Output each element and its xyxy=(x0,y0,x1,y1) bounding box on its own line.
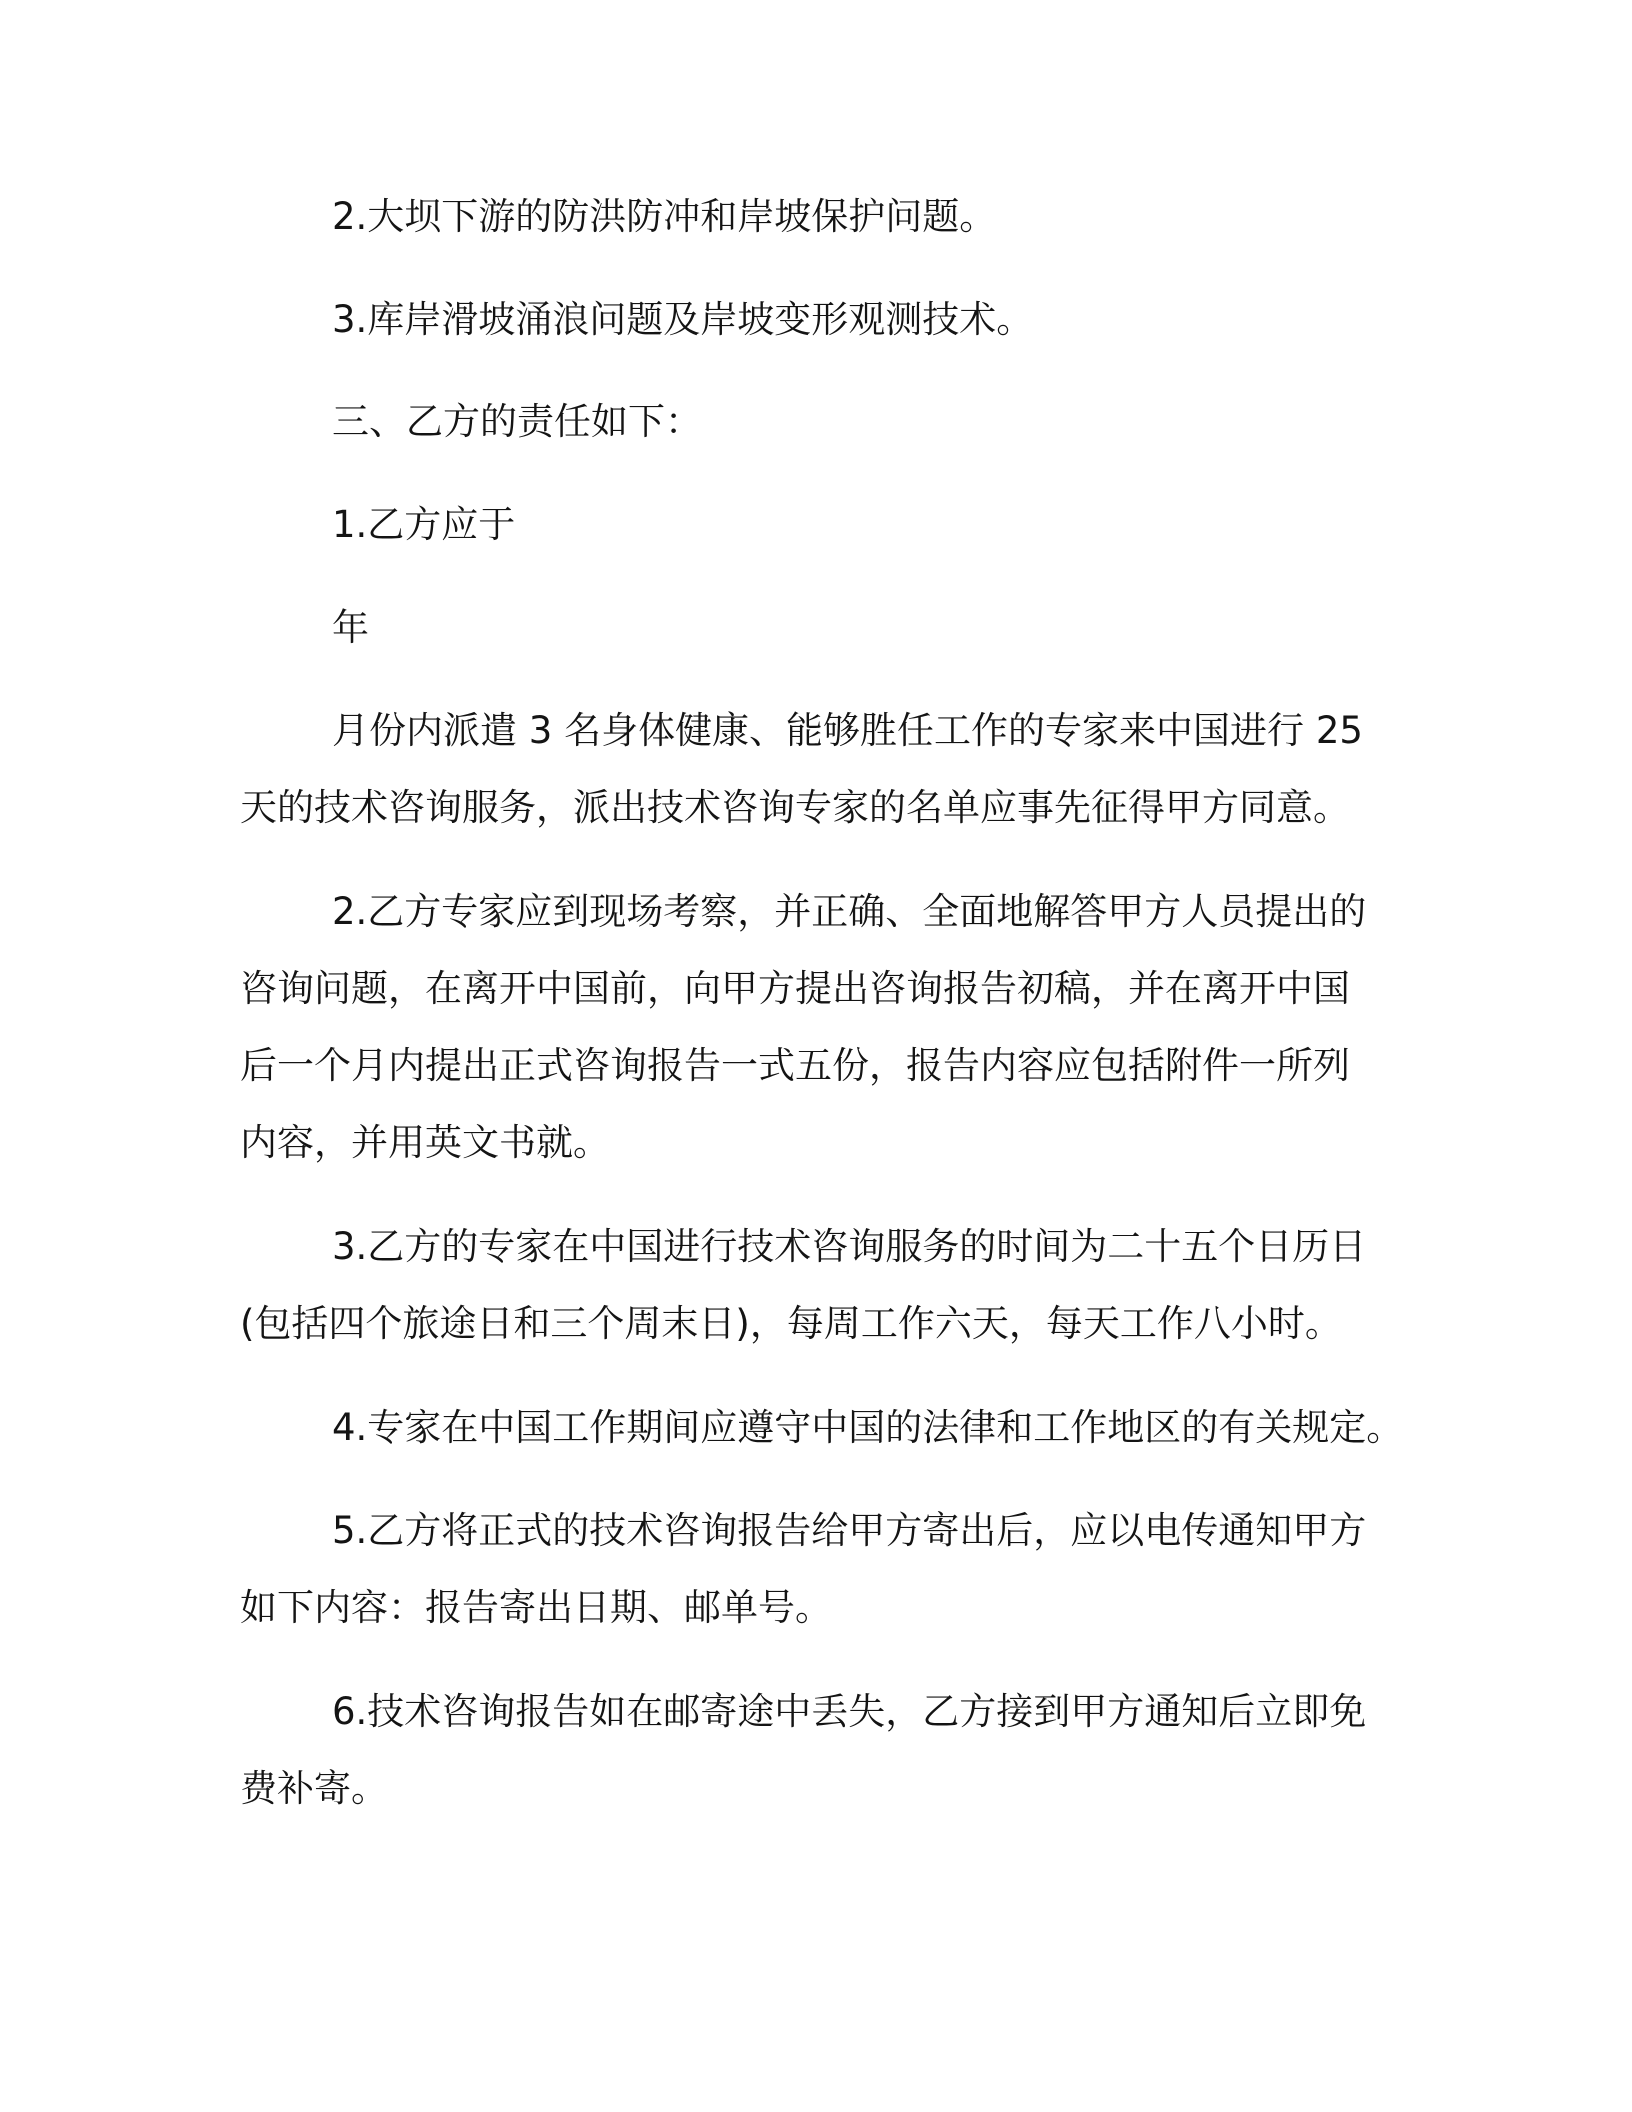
text-line: 内容，并用英文书就。 xyxy=(240,1121,610,1164)
paragraph-item-3 xyxy=(240,281,1400,358)
text-line: 年 xyxy=(332,606,369,649)
paragraph-item-2-responsibility xyxy=(240,873,1400,1181)
text-line: 5.乙方将正式的技术咨询报告给甲方寄出后，应以电传通知甲方 xyxy=(332,1509,1367,1552)
text-line: 2.乙方专家应到现场考察，并正确、全面地解答甲方人员提出的 xyxy=(332,890,1367,933)
text-line: 1.乙方应于 xyxy=(332,503,516,546)
text-line: 后一个月内提出正式咨询报告一式五份，报告内容应包括附件一所列 xyxy=(240,1044,1350,1087)
text-line: 天的技术咨询服务，派出技术咨询专家的名单应事先征得甲方同意。 xyxy=(240,786,1350,829)
text-line: 2.大坝下游的防洪防冲和岸坡保护问题。 xyxy=(332,195,997,238)
text-line: 4.专家在中国工作期间应遵守中国的法律和工作地区的有关规定。 xyxy=(332,1406,1404,1449)
section-heading-3 xyxy=(240,383,1400,460)
text-line: 三、乙方的责任如下： xyxy=(332,400,702,443)
text-line: 月份内派遣 3 名身体健康、能够胜任工作的专家来中国进行 25 xyxy=(332,709,1363,752)
text-line: 6.技术咨询报告如在邮寄途中丢失，乙方接到甲方通知后立即免 xyxy=(332,1690,1367,1733)
paragraph-year-fragment xyxy=(240,589,1400,666)
paragraph-item-5-telex xyxy=(240,1492,1400,1646)
text-line: 咨询问题，在离开中国前，向甲方提出咨询报告初稿，并在离开中国 xyxy=(240,967,1350,1010)
paragraph-item-6-lost-report xyxy=(240,1673,1400,1827)
paragraph-item-3-schedule xyxy=(240,1208,1400,1362)
text-line: 如下内容：报告寄出日期、邮单号。 xyxy=(240,1586,832,1629)
paragraph-item-2 xyxy=(240,178,1400,255)
text-line: 费补寄。 xyxy=(240,1767,388,1810)
paragraph-item-1-part-b xyxy=(240,692,1400,846)
text-line: 3.乙方的专家在中国进行技术咨询服务的时间为二十五个日历日 xyxy=(332,1225,1367,1268)
text-line: 3.库岸滑坡涌浪问题及岸坡变形观测技术。 xyxy=(332,298,1034,341)
paragraph-item-1-part-a xyxy=(240,486,1400,563)
paragraph-item-4-law xyxy=(240,1389,1404,1466)
text-line: (包括四个旅途日和三个周末日)，每周工作六天，每天工作八小时。 xyxy=(240,1302,1342,1345)
